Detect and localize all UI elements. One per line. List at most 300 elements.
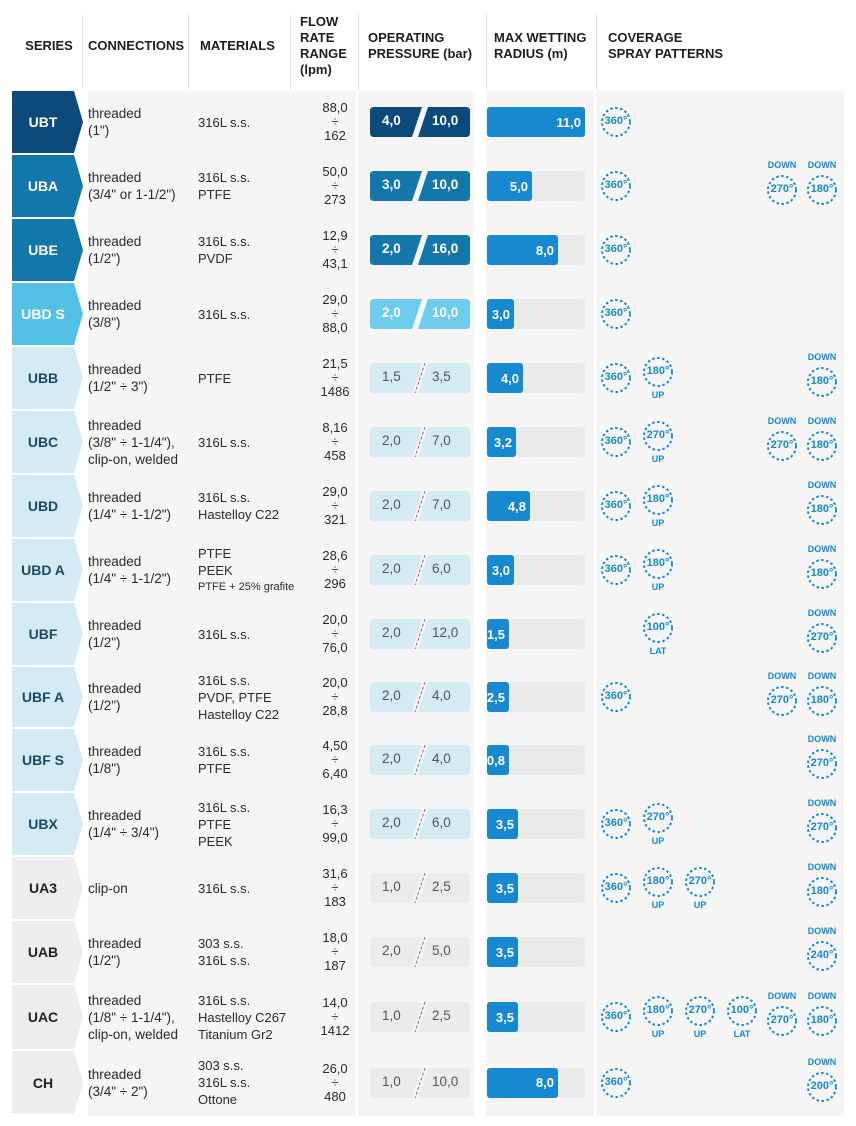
wetting-radius-bar bbox=[487, 619, 585, 649]
pressure-max: 4,0 bbox=[432, 751, 451, 766]
spray-pattern-icon bbox=[766, 160, 798, 206]
flow-sep: ÷ bbox=[331, 114, 339, 129]
material-line: PVDF bbox=[198, 251, 233, 266]
spray-pattern-icon bbox=[642, 612, 674, 656]
flow-range-cell bbox=[290, 347, 380, 409]
flow-max: 6,40 bbox=[322, 766, 348, 781]
connection-line: (1/8" ÷ 1-1/4"), bbox=[88, 1009, 175, 1025]
spray-pattern-icon bbox=[642, 356, 674, 400]
pressure-range bbox=[370, 363, 470, 393]
material-line: 316L s.s. bbox=[198, 744, 251, 759]
coverage-cell bbox=[596, 411, 844, 473]
table-row bbox=[12, 729, 844, 793]
spray-angle: 180° bbox=[810, 694, 834, 706]
spray-angle: 360° bbox=[604, 243, 628, 255]
connections-cell bbox=[88, 219, 198, 281]
series-name: UBF A bbox=[21, 689, 65, 705]
spray-pattern-icon bbox=[806, 544, 838, 590]
flow-range-cell bbox=[290, 985, 380, 1049]
spray-pattern-icon bbox=[600, 490, 632, 522]
table-row bbox=[12, 667, 844, 729]
spray-pattern-icon bbox=[642, 802, 674, 846]
wetting-radius-fill: 3,2 bbox=[487, 427, 516, 457]
spray-direction-down: DOWN bbox=[807, 608, 837, 618]
series-name: UBB bbox=[27, 370, 59, 386]
connections-cell bbox=[88, 283, 198, 345]
spray-direction-down: DOWN bbox=[767, 416, 797, 426]
series-name: UBC bbox=[27, 434, 59, 450]
header-flow: FLOW RATE RANGE (lpm) bbox=[300, 0, 360, 91]
material-line: 316L s.s. bbox=[198, 490, 251, 505]
table-row bbox=[12, 985, 844, 1051]
coverage-cell bbox=[596, 347, 844, 409]
wetting-radius-fill: 8,0 bbox=[487, 1068, 558, 1098]
material-line: 316L s.s. bbox=[198, 234, 251, 249]
material-line: 316L s.s. bbox=[198, 799, 251, 815]
spray-pattern-icon bbox=[806, 480, 838, 526]
flow-range-cell bbox=[290, 729, 380, 791]
flow-max: 43,1 bbox=[322, 256, 348, 271]
material-line: Hastelloy C267 bbox=[198, 1009, 287, 1025]
materials-cell bbox=[198, 603, 302, 665]
spray-direction-down: DOWN bbox=[807, 1056, 837, 1067]
spray-pattern-icon bbox=[806, 798, 838, 844]
pressure-min: 1,0 bbox=[382, 1073, 401, 1089]
pressure-range bbox=[370, 745, 470, 775]
material-line: 316L s.s. bbox=[198, 434, 251, 450]
pressure-range bbox=[370, 555, 470, 585]
spray-angle: 180° bbox=[646, 493, 670, 505]
connections-cell bbox=[88, 603, 198, 665]
coverage-cell bbox=[596, 155, 844, 217]
wetting-radius-fill: 3,5 bbox=[487, 937, 518, 967]
connection-line: (3/4" ÷ 2") bbox=[88, 1083, 148, 1099]
series-name: UBD A bbox=[21, 562, 65, 578]
spray-angle: 360° bbox=[604, 179, 628, 191]
spray-angle: 360° bbox=[604, 371, 628, 383]
pressure-max: 10,0 bbox=[432, 177, 459, 192]
flow-min: 28,6 bbox=[322, 548, 348, 563]
materials-cell bbox=[198, 667, 302, 727]
flow-sep: ÷ bbox=[331, 689, 339, 704]
spray-direction-down: DOWN bbox=[807, 926, 837, 936]
spray-angle: 270° bbox=[770, 1014, 794, 1026]
table-row bbox=[12, 539, 844, 603]
spray-pattern-icon bbox=[806, 926, 838, 972]
spray-pattern-icon bbox=[600, 298, 632, 330]
materials-cell bbox=[198, 1051, 302, 1114]
pressure-min: 2,0 bbox=[382, 625, 401, 640]
wetting-radius-bar bbox=[487, 937, 585, 967]
coverage-cell bbox=[596, 91, 844, 153]
spray-angle: 180° bbox=[646, 875, 670, 887]
materials-cell bbox=[198, 921, 302, 983]
spray-pattern-icon bbox=[600, 234, 632, 266]
flow-sep: ÷ bbox=[331, 306, 339, 321]
pressure-max: 6,0 bbox=[432, 561, 451, 576]
flow-min: 8,16 bbox=[322, 420, 348, 435]
spray-angle: 180° bbox=[810, 503, 834, 515]
connection-line: threaded bbox=[88, 744, 142, 759]
spray-direction-down: DOWN bbox=[807, 991, 837, 1001]
spray-direction-up: LAT bbox=[649, 646, 667, 656]
coverage-cell bbox=[596, 603, 844, 665]
flow-max: 88,0 bbox=[322, 320, 348, 335]
spray-pattern-icon bbox=[600, 808, 632, 840]
flow-sep: ÷ bbox=[331, 816, 339, 831]
series-tag bbox=[12, 667, 82, 727]
spray-direction-down: DOWN bbox=[767, 160, 797, 170]
wetting-radius-bar bbox=[487, 555, 585, 585]
connections-cell bbox=[88, 921, 198, 983]
coverage-cell bbox=[596, 729, 844, 791]
connection-line: threaded bbox=[88, 490, 142, 505]
connection-line: threaded bbox=[88, 362, 142, 377]
coverage-cell bbox=[596, 857, 844, 919]
spray-direction-down: DOWN bbox=[767, 671, 797, 681]
spray-direction-up: UP bbox=[651, 390, 665, 400]
material-line: PTFE bbox=[198, 761, 232, 776]
flow-range-cell bbox=[290, 91, 380, 153]
wetting-radius-fill: 11,0 bbox=[487, 107, 585, 137]
connections-cell bbox=[88, 347, 198, 409]
spray-angle: 360° bbox=[604, 435, 628, 447]
spray-pattern-icon bbox=[806, 671, 838, 717]
series-tag bbox=[12, 985, 82, 1049]
spray-pattern-icon bbox=[806, 991, 838, 1037]
spray-pattern-icon bbox=[600, 426, 632, 458]
pressure-min: 2,0 bbox=[382, 497, 401, 512]
spray-pattern-icon bbox=[806, 160, 838, 206]
spray-direction-up: UP bbox=[651, 518, 665, 528]
wetting-radius-bar bbox=[487, 809, 585, 839]
pressure-min: 1,0 bbox=[382, 1008, 401, 1023]
series-name: UBF bbox=[28, 626, 58, 642]
series-tag bbox=[12, 921, 82, 983]
spray-pattern-icon bbox=[642, 548, 674, 592]
pressure-min: 1,0 bbox=[382, 879, 401, 894]
spray-pattern-icon bbox=[806, 862, 838, 908]
pressure-range bbox=[370, 171, 470, 201]
series-tag bbox=[12, 411, 82, 473]
materials-cell bbox=[198, 857, 302, 919]
series-tag bbox=[12, 155, 82, 217]
series-tag bbox=[12, 857, 82, 919]
connections-cell bbox=[88, 667, 198, 727]
materials-cell bbox=[198, 539, 302, 601]
flow-min: 29,0 bbox=[322, 484, 348, 499]
flow-max: 99,0 bbox=[322, 830, 348, 845]
flow-range-cell bbox=[290, 857, 380, 919]
spray-angle: 180° bbox=[810, 183, 834, 195]
pressure-max: 12,0 bbox=[432, 625, 459, 640]
pressure-max: 2,5 bbox=[432, 1008, 451, 1023]
flow-range-cell bbox=[290, 667, 380, 727]
wetting-radius-bar bbox=[487, 1068, 585, 1098]
pressure-min: 4,0 bbox=[382, 113, 401, 128]
wetting-radius-bar bbox=[487, 363, 585, 393]
connection-line: clip-on, welded bbox=[88, 451, 179, 467]
flow-range-cell bbox=[290, 283, 380, 345]
material-line: 316L s.s. bbox=[198, 992, 251, 1008]
coverage-cell bbox=[596, 793, 844, 855]
table-row bbox=[12, 475, 844, 539]
spray-direction-down: DOWN bbox=[807, 544, 837, 554]
material-line: PTFE + 25% grafite bbox=[198, 580, 295, 593]
spray-angle: 100° bbox=[646, 621, 670, 633]
spray-pattern-icon bbox=[766, 991, 798, 1037]
wetting-radius-bar bbox=[487, 745, 585, 775]
wetting-radius-fill: 4,0 bbox=[487, 363, 523, 393]
spray-pattern-icon bbox=[766, 671, 798, 717]
spray-pattern-icon bbox=[806, 608, 838, 654]
wetting-radius-fill: 5,0 bbox=[487, 171, 532, 201]
wetting-radius-bar bbox=[487, 1002, 585, 1032]
material-line: Hastelloy C22 bbox=[198, 507, 279, 522]
header-radius: MAX WETTING RADIUS (m) bbox=[494, 0, 594, 91]
flow-min: 18,0 bbox=[322, 930, 348, 945]
connection-line: threaded bbox=[88, 618, 142, 633]
spray-direction-down: DOWN bbox=[807, 352, 837, 362]
wetting-radius-fill: 4,8 bbox=[487, 491, 530, 521]
flow-sep: ÷ bbox=[331, 370, 339, 385]
header-series: SERIES bbox=[12, 0, 82, 91]
pressure-min: 2,0 bbox=[382, 943, 401, 958]
pressure-max: 10,0 bbox=[432, 305, 459, 320]
spray-pattern-icon bbox=[600, 106, 632, 138]
pressure-max: 6,0 bbox=[432, 815, 451, 830]
pressure-max: 16,0 bbox=[432, 241, 459, 256]
spray-pattern-icon bbox=[642, 866, 674, 910]
spray-pattern-icon bbox=[600, 1001, 632, 1033]
connection-line: threaded bbox=[88, 417, 142, 433]
spray-angle: 180° bbox=[810, 375, 834, 387]
spray-pattern-icon bbox=[642, 420, 674, 464]
table-row bbox=[12, 155, 844, 219]
spray-pattern-icon bbox=[600, 362, 632, 394]
spray-pattern-icon bbox=[766, 416, 798, 462]
materials-cell bbox=[198, 985, 302, 1049]
connection-line: (1/8") bbox=[88, 761, 121, 776]
pressure-range bbox=[370, 809, 470, 839]
pressure-max: 7,0 bbox=[432, 497, 451, 512]
material-line: 316L s.s. bbox=[198, 626, 251, 642]
wetting-radius-fill: 3,5 bbox=[487, 809, 518, 839]
wetting-radius-bar bbox=[487, 235, 585, 265]
connections-cell bbox=[88, 475, 198, 537]
spray-direction-up: UP bbox=[651, 836, 665, 846]
spray-angle: 270° bbox=[770, 183, 794, 195]
spray-direction-up: LAT bbox=[733, 1029, 751, 1039]
spray-direction-up: UP bbox=[693, 900, 707, 910]
flow-sep: ÷ bbox=[331, 178, 339, 193]
flow-range-cell bbox=[290, 411, 380, 473]
material-line: 316L s.s. bbox=[198, 170, 251, 185]
series-tag bbox=[12, 283, 82, 345]
spray-angle: 360° bbox=[604, 817, 628, 829]
flow-min: 31,6 bbox=[322, 866, 348, 881]
spray-angle: 180° bbox=[810, 885, 834, 897]
flow-range-cell bbox=[290, 921, 380, 983]
spray-angle: 180° bbox=[810, 567, 834, 579]
spray-pattern-icon bbox=[684, 866, 716, 910]
flow-sep: ÷ bbox=[331, 626, 339, 641]
connections-cell bbox=[88, 91, 198, 153]
spray-direction-down: DOWN bbox=[807, 862, 837, 872]
series-name: UAC bbox=[27, 1009, 59, 1025]
connection-line: threaded bbox=[88, 234, 142, 249]
coverage-cell bbox=[596, 667, 844, 727]
flow-min: 88,0 bbox=[322, 100, 348, 115]
connection-line: threaded bbox=[88, 1066, 142, 1082]
connection-line: (1/2") bbox=[88, 698, 121, 713]
wetting-radius-bar bbox=[487, 873, 585, 903]
spray-direction-up: UP bbox=[651, 900, 665, 910]
table-row bbox=[12, 91, 844, 155]
spray-direction-up: UP bbox=[651, 1029, 665, 1039]
series-tag bbox=[12, 347, 82, 409]
table-row bbox=[12, 1051, 844, 1116]
table-row bbox=[12, 603, 844, 667]
material-line: PVDF, PTFE bbox=[198, 689, 272, 705]
materials-cell bbox=[198, 219, 302, 281]
material-line: PTFE bbox=[198, 370, 232, 386]
flow-min: 4,50 bbox=[322, 738, 348, 753]
spray-direction-up: UP bbox=[693, 1029, 707, 1039]
connections-cell bbox=[88, 411, 198, 473]
spray-angle: 360° bbox=[604, 115, 628, 127]
table-row bbox=[12, 411, 844, 475]
spray-angle: 270° bbox=[770, 439, 794, 451]
spray-angle: 270° bbox=[810, 757, 834, 769]
flow-sep: ÷ bbox=[331, 498, 339, 513]
spray-pattern-icon bbox=[600, 872, 632, 904]
connections-cell bbox=[88, 857, 198, 919]
series-tag bbox=[12, 219, 82, 281]
pressure-min: 2,0 bbox=[382, 561, 401, 576]
spray-direction-down: DOWN bbox=[807, 798, 837, 808]
spray-angle: 360° bbox=[604, 499, 628, 511]
wetting-radius-fill: 8,0 bbox=[487, 235, 558, 265]
flow-min: 26,0 bbox=[322, 1060, 348, 1076]
flow-sep: ÷ bbox=[331, 1074, 339, 1090]
material-line: 303 s.s. bbox=[198, 936, 244, 951]
flow-sep: ÷ bbox=[331, 880, 339, 895]
pressure-range bbox=[370, 682, 470, 712]
wetting-radius-bar bbox=[487, 427, 585, 457]
spray-direction-up: UP bbox=[651, 454, 665, 464]
spray-angle: 270° bbox=[646, 811, 670, 823]
connections-cell bbox=[88, 155, 198, 217]
flow-min: 12,9 bbox=[322, 228, 348, 243]
connections-cell bbox=[88, 793, 198, 855]
pressure-range bbox=[370, 491, 470, 521]
spray-direction-up: UP bbox=[651, 582, 665, 592]
connection-line: threaded bbox=[88, 808, 142, 823]
material-line: 316L s.s. bbox=[198, 114, 251, 130]
coverage-cell bbox=[596, 475, 844, 537]
spray-pattern-icon bbox=[600, 554, 632, 586]
connection-line: (1/2") bbox=[88, 635, 121, 650]
flow-min: 29,0 bbox=[322, 292, 348, 307]
connections-cell bbox=[88, 985, 198, 1049]
pressure-range bbox=[370, 299, 470, 329]
pressure-range bbox=[370, 873, 470, 903]
coverage-cell bbox=[596, 985, 844, 1049]
connection-line: (3/8") bbox=[88, 315, 121, 330]
material-line: 316L s.s. bbox=[198, 880, 251, 896]
wetting-radius-bar bbox=[487, 682, 585, 712]
spray-angle: 200° bbox=[810, 1079, 834, 1092]
wetting-radius-bar bbox=[487, 491, 585, 521]
spray-angle: 270° bbox=[770, 694, 794, 706]
flow-max: 28,8 bbox=[322, 703, 348, 718]
spray-angle: 180° bbox=[646, 365, 670, 377]
series-name: UBT bbox=[28, 114, 58, 130]
pressure-max: 10,0 bbox=[432, 1073, 459, 1089]
flow-max: 183 bbox=[324, 894, 346, 909]
flow-range-cell bbox=[290, 793, 380, 855]
flow-max: 458 bbox=[324, 448, 346, 463]
spray-angle: 270° bbox=[688, 875, 712, 887]
spray-pattern-icon bbox=[806, 416, 838, 462]
material-line: PTFE bbox=[198, 187, 232, 202]
series-name: UAB bbox=[27, 944, 59, 960]
spray-direction-down: DOWN bbox=[767, 991, 797, 1001]
connection-line: clip-on bbox=[88, 880, 128, 896]
spray-angle: 360° bbox=[604, 563, 628, 575]
spray-pattern-icon bbox=[726, 995, 758, 1039]
connection-line: (1/2") bbox=[88, 953, 121, 968]
pressure-min: 2,0 bbox=[382, 241, 401, 256]
flow-max: 296 bbox=[324, 576, 346, 591]
coverage-cell bbox=[596, 283, 844, 345]
pressure-range bbox=[370, 107, 470, 137]
series-name: UBF S bbox=[22, 752, 64, 768]
spray-pattern-icon bbox=[642, 484, 674, 528]
connection-line: threaded bbox=[88, 936, 142, 951]
table-row bbox=[12, 347, 844, 411]
spray-pattern-icon bbox=[806, 1056, 838, 1103]
flow-range-cell bbox=[290, 155, 380, 217]
header-pressure: OPERATING PRESSURE (bar) bbox=[368, 0, 483, 91]
materials-cell bbox=[198, 793, 302, 855]
spray-direction-down: DOWN bbox=[807, 416, 837, 426]
connection-line: clip-on, welded bbox=[88, 1026, 179, 1042]
pressure-min: 2,0 bbox=[382, 815, 401, 830]
flow-max: 76,0 bbox=[322, 640, 348, 655]
pressure-range bbox=[370, 937, 470, 967]
materials-cell bbox=[198, 411, 302, 473]
series-tag bbox=[12, 1051, 82, 1114]
wetting-radius-bar bbox=[487, 171, 585, 201]
pressure-range bbox=[370, 1002, 470, 1032]
spray-direction-down: DOWN bbox=[807, 480, 837, 490]
material-line: Hastelloy C22 bbox=[198, 706, 279, 722]
spray-angle: 270° bbox=[688, 1004, 712, 1016]
wetting-radius-fill: 3,5 bbox=[487, 873, 518, 903]
spray-direction-down: DOWN bbox=[807, 734, 837, 744]
series-name: UBX bbox=[28, 816, 58, 832]
series-tag bbox=[12, 475, 82, 537]
flow-max: 1412 bbox=[320, 1023, 350, 1038]
materials-cell bbox=[198, 283, 302, 345]
materials-cell bbox=[198, 155, 302, 217]
spray-angle: 360° bbox=[604, 881, 628, 893]
pressure-min: 2,0 bbox=[382, 688, 401, 703]
wetting-radius-fill: 2,5 bbox=[487, 682, 509, 712]
flow-max: 480 bbox=[324, 1088, 346, 1104]
